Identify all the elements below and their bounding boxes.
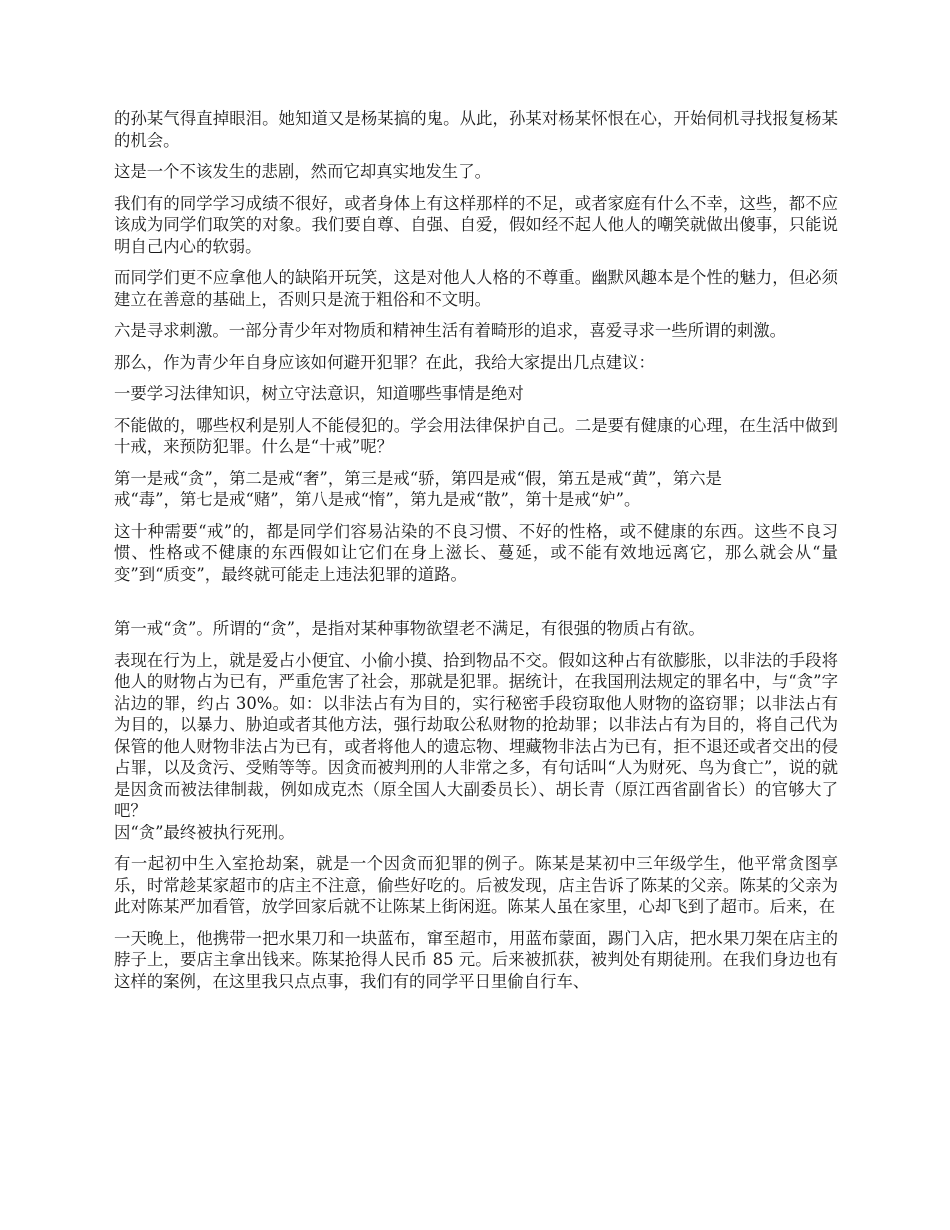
paragraph-ten-precepts-list: 第一是戒“贪”，第二是戒“奢”，第三是戒“骄，第四是戒“假，第五是戒“黄”，第六是 戒“毒”，第七是戒“赌”，第八是戒“惰”，第九是戒“散”，第十是戒“妒”。 xyxy=(114,468,722,509)
paragraph-learn-law: 一要学习法律知识，树立守法意识，知道哪些事情是绝对 xyxy=(114,384,524,403)
paragraph-ten-precepts-explain: 这十种需要“戒”的，都是同学们容易沾染的不良习惯、不好的性格，或不健康的东西。这些不良习惯、性格或不健康的东西假如让它们在身上滋长、蔓延，或不能有效地远离它，那么就会从“量变”到“质变”，最终就可能走上违法犯罪的道路。 xyxy=(114,521,838,584)
paragraph-robbery-night: 一天晚上，他携带一把水果刀和一块蓝布，窜至超市，用蓝布蒙面，踢门入店，把水果刀架在店主的脖子上，要店主拿出钱来。陈某抢得人民币 85 元。后来被抓获，被判处有期徒刑。在我们身边也有这样的案例，在这里我只点点事，我们有的同学平日里偷自行车、 xyxy=(114,928,838,991)
paragraph-greed-detail: 表现在行为上，就是爱占小便宜、小偷小摸、拾到物品不交。假如这种占有欲膨胀，以非法的手段将他人的财物占为已有，严重危害了社会，那就是犯罪。据统计，在我国刑法规定的罪名中，与“贪”字沾边的罪，约占 30%。如：以非法占有为目的，实行秘密手段窃取他人财物的盗窃罪；以非法占有为目的，以暴力、胁迫或者其他方法，强行劫取公私财物的抢劫罪；以非法占有为目的，将自己代为保管的他人财物非法占为已有，或者将他人的遗忘物、埋藏物非法占为已有，拒不退还或者交出的侵占罪，以及贪污、受贿等等。因贪而被判刑的人非常之多，有句话叫“人为财死、鸟为食亡”，说的就是因贪而被法律制裁，例如成克杰（原全国人大副委员长）、胡长青（原江西省副省长）的官够大了吧？ 因“贪”最终被执行死刑。 xyxy=(114,650,838,842)
paragraph-greed-heading: 第一戒“贪”。所谓的“贪”，是指对某种事物欲望老不满足，有很强的物质占有欲。 xyxy=(114,619,705,638)
paragraph-revenge: 的孙某气得直掉眼泪。她知道又是杨某搞的鬼。从此，孙某对杨某怀恨在心，开始伺机寻找报复杨某的机会。 xyxy=(114,109,838,150)
document-page xyxy=(114,108,838,1002)
paragraph-no-mocking: 而同学们更不应拿他人的缺陷开玩笑，这是对他人人格的不尊重。幽默风趣本是个性的魅力，但必须建立在善意的基础上，否则只是流于粗俗和不文明。 xyxy=(114,268,838,309)
paragraph-self-respect: 我们有的同学学习成绩不很好，或者身体上有这样那样的不足，或者家庭有什么不幸，这些，都不应该成为同学们取笑的对象。我们要自尊、自强、自爱，假如经不起人他人的嘲笑就做出傻事，只能说明自己内心的软弱。 xyxy=(114,193,838,256)
paragraph-robbery-case: 有一起初中生入室抢劫案，就是一个因贪而犯罪的例子。陈某是某初中三年级学生，他平常贪图享乐，时常趁某家超市的店主不注意，偷些好吃的。后被发现，店主告诉了陈某的父亲。陈某的父亲为此对陈某严加看管，放学回家后就不让陈某上街闲逛。陈某人虽在家里，心却飞到了超市。后来，在 xyxy=(114,854,838,916)
paragraph-how-to-avoid: 那么，作为青少年自身应该如何避开犯罪？在此，我给大家提出几点建议： xyxy=(114,352,655,372)
paragraph-ten-precepts-intro: 不能做的，哪些权利是别人不能侵犯的。学会用法律保护自己。二是要有健康的心理，在生活中做到十戒，来预防犯罪。什么是“十戒”呢？ xyxy=(114,415,838,456)
paragraph-seeking-thrills: 六是寻求刺激。一部分青少年对物质和精神生活有着畸形的追求，喜爱寻求一些所谓的刺激。 xyxy=(114,321,787,340)
paragraph-tragedy: 这是一个不该发生的悲剧，然而它却真实地发生了。 xyxy=(114,162,491,181)
